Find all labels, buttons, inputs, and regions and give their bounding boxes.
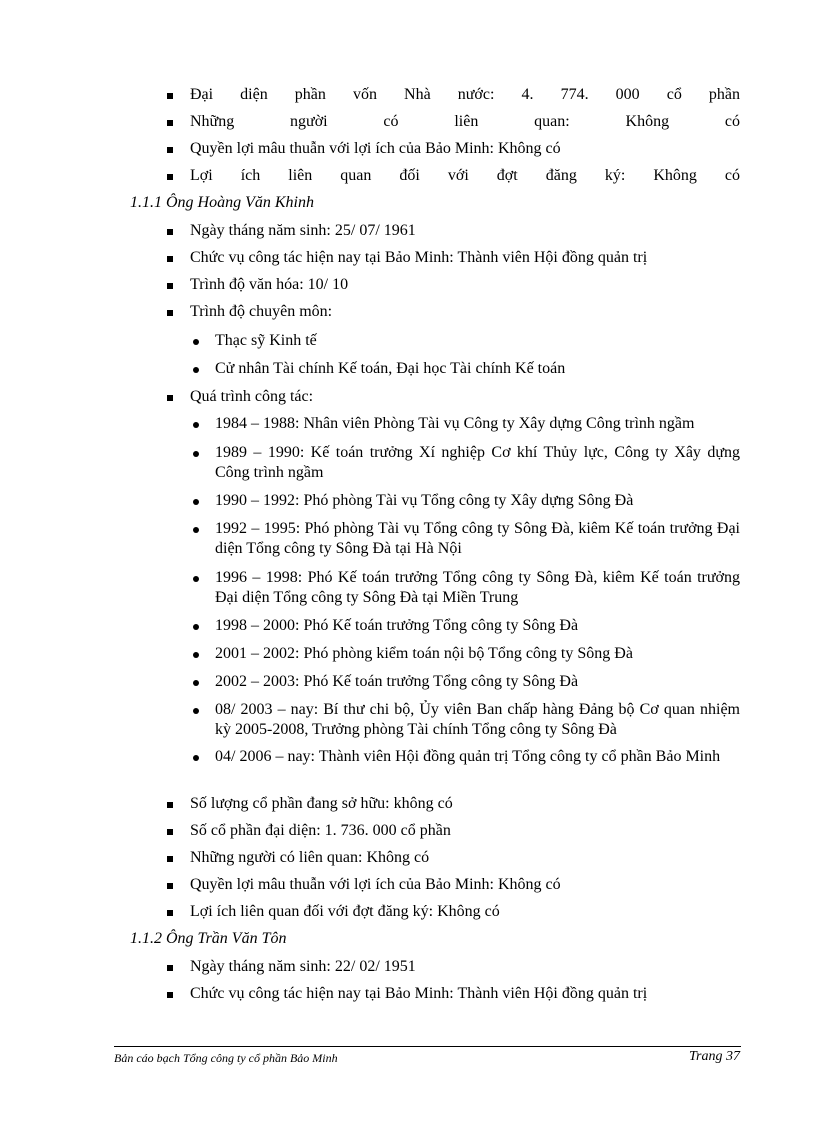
bullet-text: Đại diện phần vốn Nhà nước: 4. 774. 000 cổ phần (190, 86, 740, 103)
square-bullet-icon (167, 856, 173, 862)
square-bullet-icon (167, 310, 173, 316)
round-bullet-icon (193, 755, 199, 761)
round-bullet-icon (193, 576, 199, 582)
square-bullet-icon (167, 120, 173, 126)
round-bullet-icon (193, 652, 199, 658)
round-bullet-icon (193, 339, 199, 345)
work-history-text: 1990 – 1992: Phó phòng Tài vụ Tổng công ty Xây dựng Sông Đà (215, 492, 634, 509)
round-bullet-icon (193, 708, 199, 714)
square-bullet-icon (167, 174, 173, 180)
work-history-text: 2001 – 2002: Phó phòng kiểm toán nội bộ Tổng công ty Sông Đà (215, 645, 633, 662)
bullet-text: Lợi ích liên quan đối với đợt đăng ký: Không có (190, 903, 500, 920)
work-history-text: 04/ 2006 – nay: Thành viên Hội đồng quản trị Tổng công ty cổ phần Bảo Minh (215, 748, 721, 765)
round-bullet-icon (193, 680, 199, 686)
bullet-text: Số lượng cổ phần đang sở hữu: không có (190, 795, 453, 812)
round-bullet-icon (193, 527, 199, 533)
bullet-text: Quyền lợi mâu thuẫn với lợi ích của Bảo Minh: Không có (190, 876, 561, 893)
square-bullet-icon (167, 395, 173, 401)
sub-bullet-text: Thạc sỹ Kinh tế (215, 332, 317, 349)
round-bullet-icon (193, 422, 199, 428)
footer-document-title: Bản cáo bạch Tổng công ty cổ phần Bảo Minh (114, 1051, 338, 1065)
work-history-text: 1984 – 1988: Nhân viên Phòng Tài vụ Công ty Xây dựng Công trình ngầm (215, 415, 695, 432)
square-bullet-icon (167, 910, 173, 916)
bullet-text: Ngày tháng năm sinh: 25/ 07/ 1961 (190, 222, 416, 239)
bullet-text: Những người có liên quan: Không có (190, 113, 740, 130)
work-history-text: 08/ 2003 – nay: Bí thư chi bộ, Ủy viên Ban chấp hàng Đảng bộ Cơ quan nhiệm kỳ 2005-2008, Trưởng phòng Tài chính Tổng công ty Sông Đà (215, 701, 740, 738)
square-bullet-icon (167, 802, 173, 808)
bullet-text: Trình độ chuyên môn: (190, 303, 333, 320)
square-bullet-icon (167, 93, 173, 99)
bullet-text: Số cổ phần đại diện: 1. 736. 000 cổ phần (190, 822, 451, 839)
bullet-text: Trình độ văn hóa: 10/ 10 (190, 276, 349, 293)
sub-bullet-text: Cử nhân Tài chính Kế toán, Đại học Tài chính Kế toán (215, 360, 566, 377)
round-bullet-icon (193, 451, 199, 457)
bullet-text: Chức vụ công tác hiện nay tại Bảo Minh: Thành viên Hội đồng quản trị (190, 985, 648, 1002)
bullet-text: Quá trình công tác: (190, 388, 314, 405)
square-bullet-icon (167, 229, 173, 235)
square-bullet-icon (167, 965, 173, 971)
footer-page-number: Trang 37 (689, 1049, 740, 1064)
section-heading: 1.1.1 Ông Hoàng Văn Khinh (130, 194, 314, 211)
square-bullet-icon (167, 147, 173, 153)
square-bullet-icon (167, 992, 173, 998)
bullet-text: Chức vụ công tác hiện nay tại Bảo Minh: Thành viên Hội đồng quản trị (190, 249, 648, 266)
square-bullet-icon (167, 256, 173, 262)
bullet-text: Ngày tháng năm sinh: 22/ 02/ 1951 (190, 958, 416, 975)
square-bullet-icon (167, 283, 173, 289)
round-bullet-icon (193, 499, 199, 505)
work-history-text: 1996 – 1998: Phó Kế toán trưởng Tổng công ty Sông Đà, kiêm Kế toán trưởng Đại diện Tổng công ty Sông Đà tại Miền Trung (215, 569, 740, 606)
round-bullet-icon (193, 624, 199, 630)
work-history-text: 1998 – 2000: Phó Kế toán trưởng Tổng công ty Sông Đà (215, 617, 579, 634)
work-history-text: 1989 – 1990: Kế toán trưởng Xí nghiệp Cơ khí Thủy lực, Công ty Xây dựng Công trình ngầm (215, 444, 740, 481)
bullet-text: Những người có liên quan: Không có (190, 849, 430, 866)
bullet-text: Quyền lợi mâu thuẫn với lợi ích của Bảo Minh: Không có (190, 140, 561, 157)
bullet-text: Lợi ích liên quan đối với đợt đăng ký: Không có (190, 167, 740, 184)
work-history-text: 1992 – 1995: Phó phòng Tài vụ Tổng công ty Sông Đà, kiêm Kế toán trưởng Đại diện Tổng công ty Sông Đà tại Hà Nội (215, 520, 740, 557)
work-history-text: 2002 – 2003: Phó Kế toán trưởng Tổng công ty Sông Đà (215, 673, 579, 690)
round-bullet-icon (193, 367, 199, 373)
square-bullet-icon (167, 883, 173, 889)
footer-divider (114, 1046, 741, 1047)
section-heading: 1.1.2 Ông Trần Văn Tôn (130, 930, 287, 947)
square-bullet-icon (167, 829, 173, 835)
